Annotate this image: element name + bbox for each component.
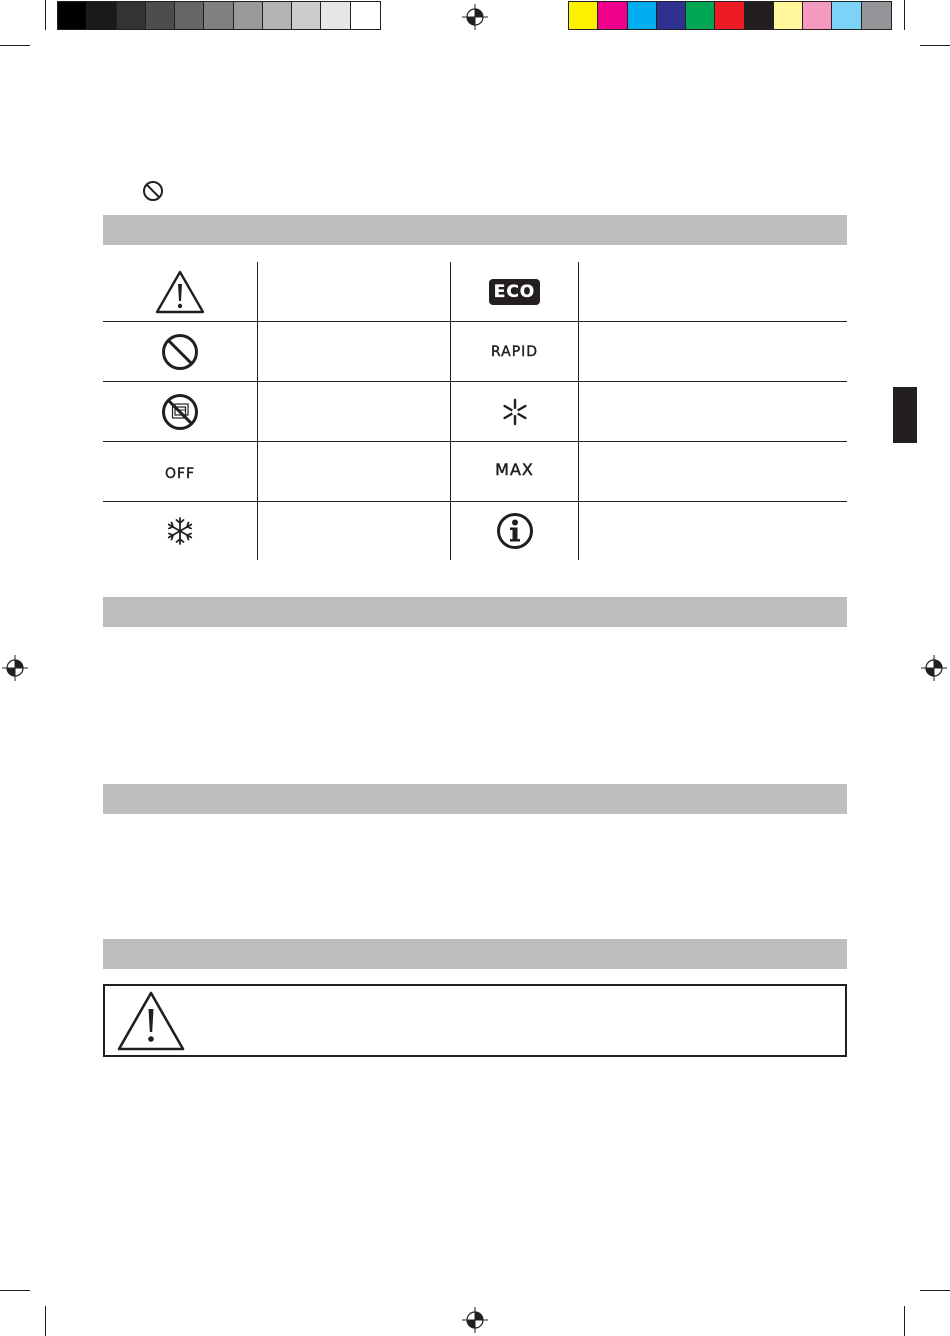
color-swatch (686, 2, 715, 29)
color-swatch (87, 2, 116, 29)
warning-box (103, 984, 847, 1057)
table-cell-icon (451, 322, 578, 381)
asterisk-icon (500, 397, 530, 427)
color-swatch (862, 2, 891, 29)
crop-mark (920, 45, 950, 46)
registration-mark-right-icon (921, 655, 947, 681)
registration-mark-bottom-icon (462, 1307, 488, 1333)
symbols-table (103, 262, 847, 560)
snowflake-icon (165, 516, 195, 546)
process-color-bar (568, 1, 892, 30)
section-header-4 (103, 939, 847, 969)
color-swatch (598, 2, 627, 29)
color-swatch (832, 2, 861, 29)
color-swatch (803, 2, 832, 29)
table-cell-icon (103, 322, 257, 381)
prohibited-icon (142, 180, 164, 202)
table-cell-icon (103, 502, 257, 560)
color-swatch (321, 2, 350, 29)
color-swatch (263, 2, 292, 29)
color-swatch (351, 2, 380, 29)
color-swatch (745, 2, 774, 29)
crop-mark (904, 0, 905, 30)
crop-mark (904, 1306, 905, 1336)
color-swatch (657, 2, 686, 29)
eco-label: ECO (493, 281, 536, 302)
warning-triangle-icon (154, 269, 206, 315)
table-row (103, 262, 847, 322)
color-swatch (175, 2, 204, 29)
color-swatch (292, 2, 321, 29)
table-row (103, 442, 847, 502)
table-cell-icon (451, 262, 578, 321)
language-tab (893, 387, 917, 443)
color-swatch (117, 2, 146, 29)
color-swatch (234, 2, 263, 29)
crop-mark (0, 1290, 30, 1291)
table-cell-icon (451, 502, 578, 560)
color-swatch (569, 2, 598, 29)
table-cell-icon (103, 442, 257, 501)
color-swatch (715, 2, 744, 29)
table-cell-icon (103, 262, 257, 321)
table-cell-icon (451, 382, 578, 441)
registration-mark-left-icon (2, 655, 28, 681)
grayscale-color-bar (57, 1, 381, 30)
table-row (103, 322, 847, 382)
section-header-3 (103, 784, 847, 814)
table-cell-icon (451, 442, 578, 501)
table-row (103, 502, 847, 561)
crop-mark (0, 45, 30, 46)
registration-mark-top-icon (462, 4, 488, 30)
table-row (103, 382, 847, 442)
max-text-icon: MAX (495, 460, 534, 479)
table-cell-icon (103, 382, 257, 441)
crop-mark (45, 0, 46, 30)
crop-mark (920, 1290, 950, 1291)
rapid-text-icon: RAPID (490, 343, 539, 360)
color-swatch (774, 2, 803, 29)
color-swatch (628, 2, 657, 29)
color-swatch (58, 2, 87, 29)
section-header-symbols (103, 215, 847, 245)
color-swatch (146, 2, 175, 29)
off-text-icon: OFF (164, 465, 196, 482)
color-swatch (204, 2, 233, 29)
section-header-2 (103, 597, 847, 627)
warning-triangle-icon (116, 990, 186, 1052)
info-icon (496, 512, 534, 550)
crop-mark (45, 1306, 46, 1336)
prohibited-icon (160, 332, 200, 372)
eco-badge-icon (489, 279, 541, 305)
no-tampering-icon (160, 392, 200, 432)
